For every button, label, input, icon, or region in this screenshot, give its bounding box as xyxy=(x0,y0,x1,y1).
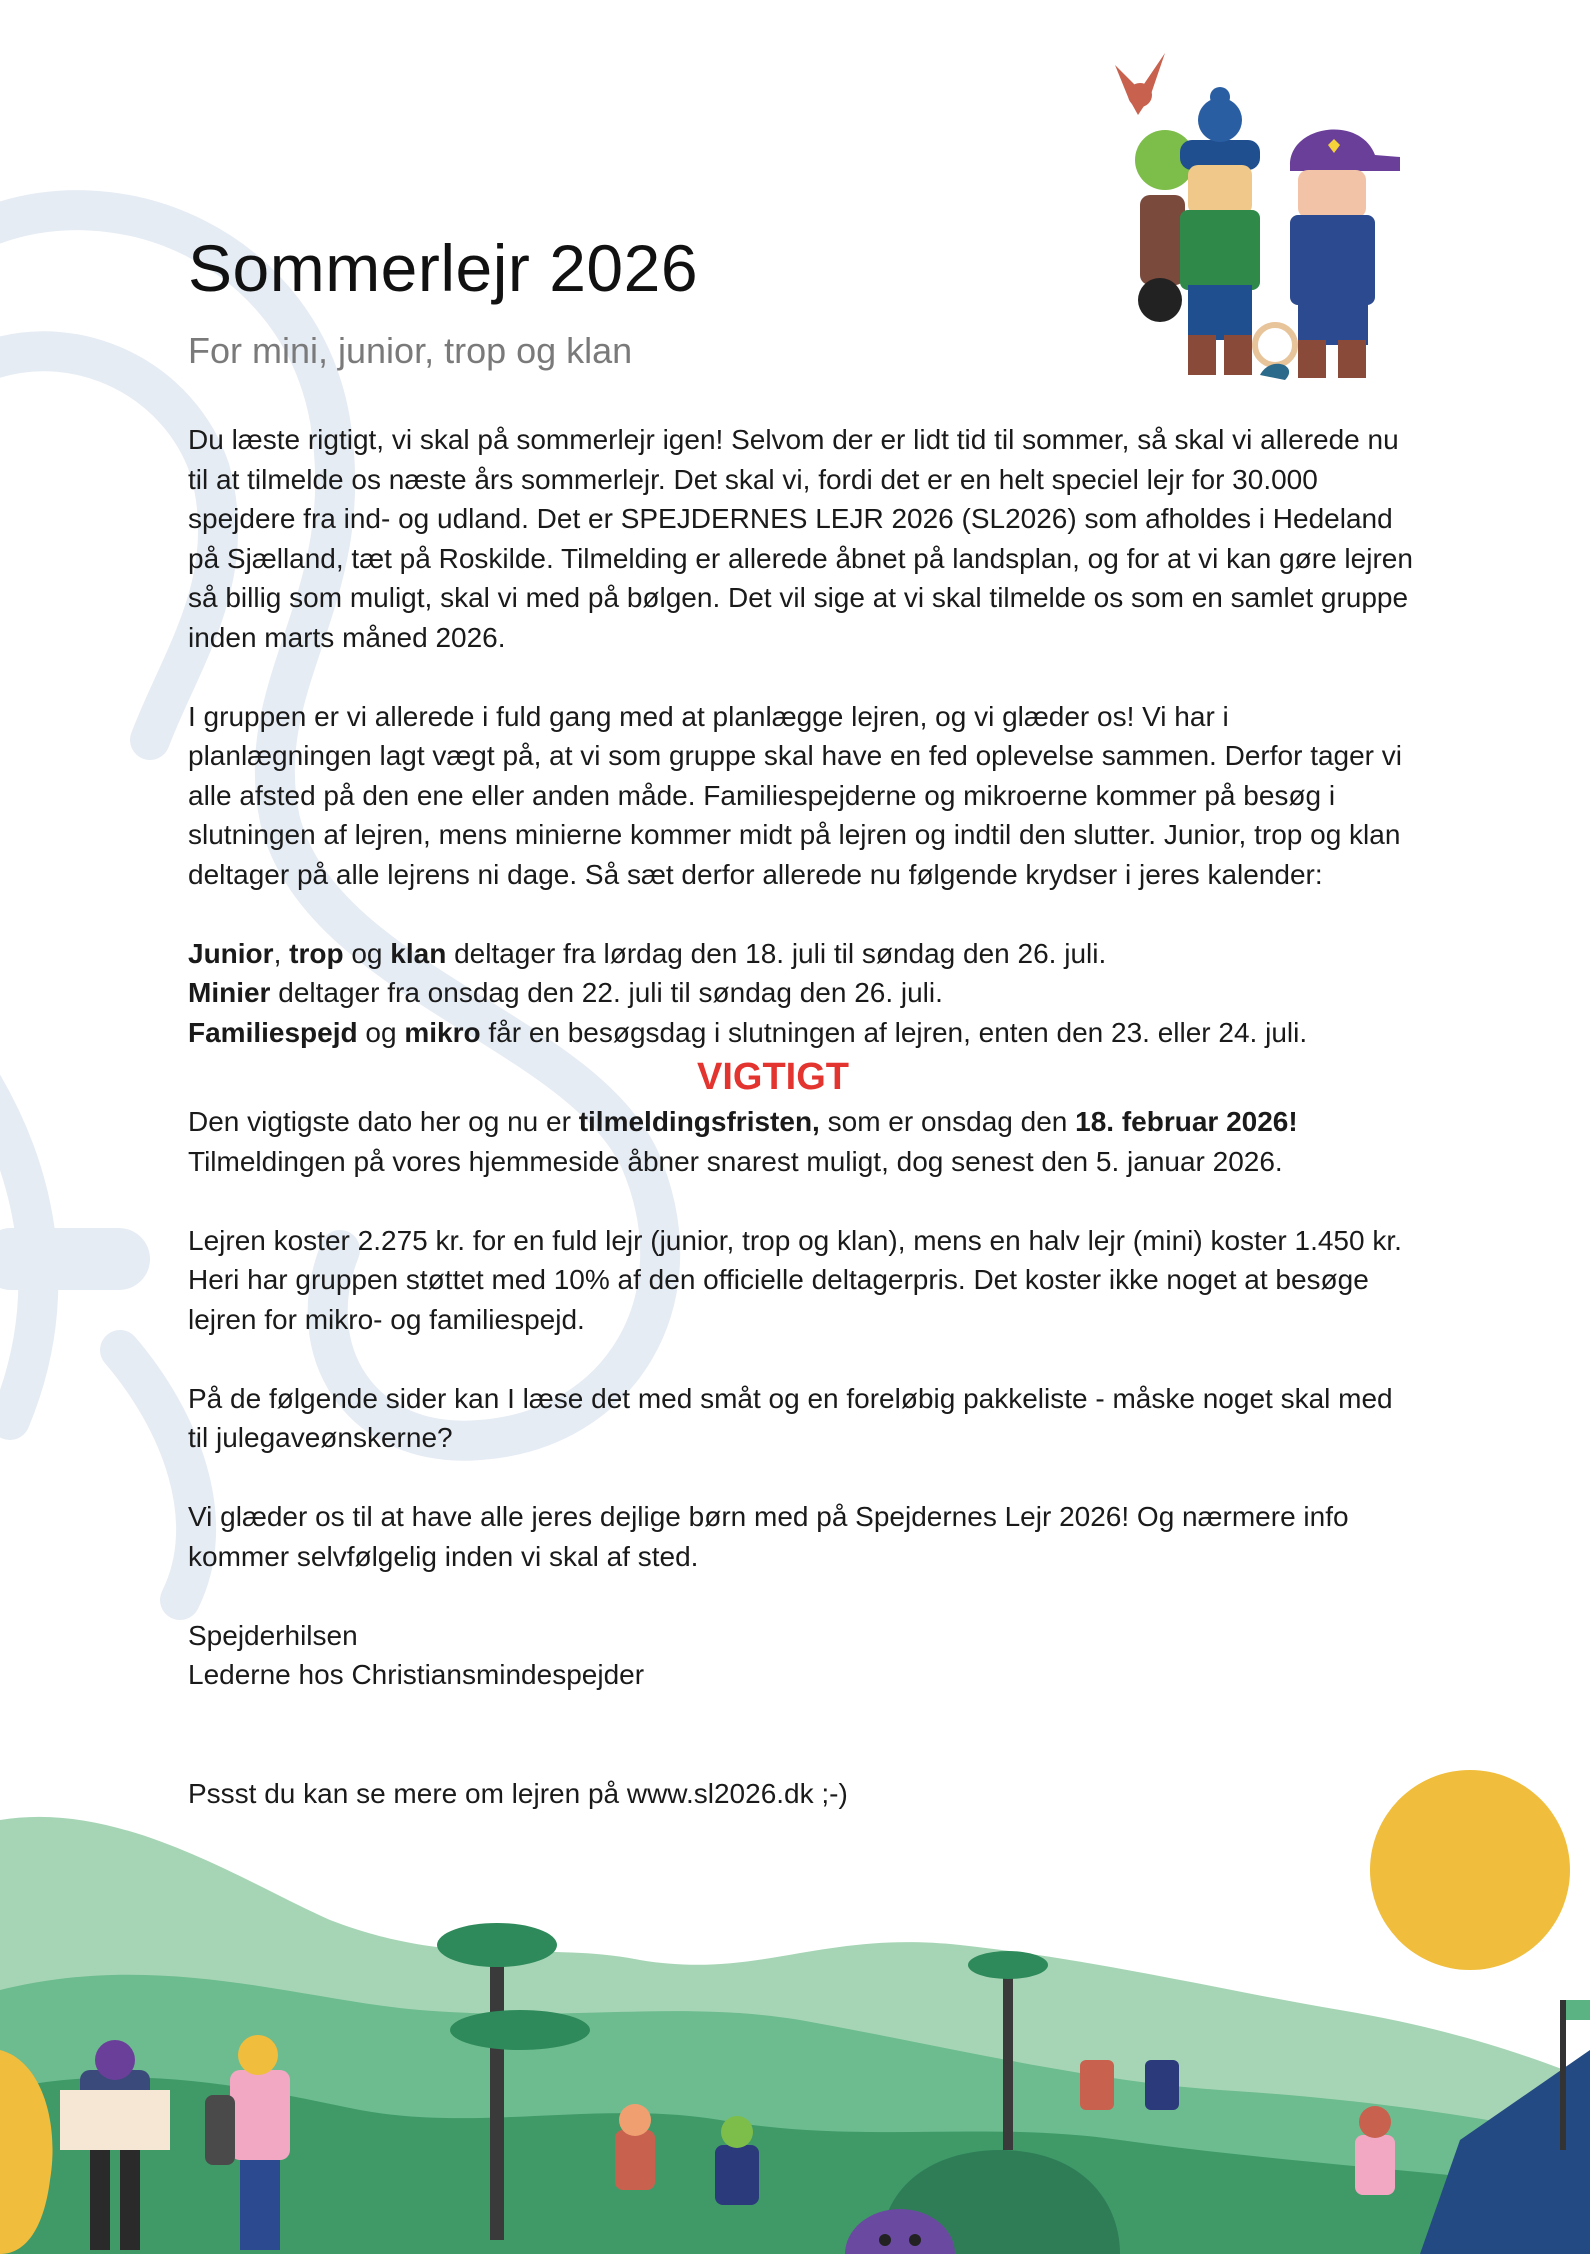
planning-paragraph: I gruppen er vi allerede i fuld gang med at planlægge lejren, og vi glæder os! Vi har i planlægningen lagt vægt på, at vi som gruppe skal have en fed oplevelse sammen. Derfor tager vi alle afsted på den ene eller anden måde. Familiespejderne og mikroerne kommer på besøg i slutningen af lejren, mens minierne kommer midt på lejren og indtil den slutter. Junior, trop og klan deltager på alle lejrens ni dage. Så sæt derfor allerede nu følgende krydser i jeres kalender: xyxy=(188,700,1403,890)
closing-paragraph: Vi glæder os til at have alle jeres dejlige børn med på Spejdernes Lejr 2026! Og nærmere info kommer selvfølgelig inden vi skal af sted. xyxy=(188,1501,1349,1572)
schedule-minier: Minier deltager fra onsdag den 22. juli til søndag den 26. juli. xyxy=(188,977,943,1008)
intro-paragraph: Du læste rigtigt, vi skal på sommerlejr igen! Selvom der er lidt tid til sommer, så skal vi allerede nu til at tilmelde os næste års sommerlejr. Det skal vi, fordi det er en helt speciel lejr for 30.000 spejdere fra ind- og udland. Det er SPEJDERNES LEJR 2026 (SL2026) som afholdes i Hedeland på Sjælland, tæt på Roskilde. Tilmelding er allerede åbnet på landsplan, og for at vi kan gøre lejren så billig som muligt, skal vi med på bølgen. Det vil sige at vi skal tilmelde os som en samlet gruppe inden marts måned 2026. xyxy=(188,424,1413,653)
page-subtitle: For mini, junior, trop og klan xyxy=(188,330,633,371)
important-heading: VIGTIGT xyxy=(697,1056,849,1098)
page-title: Sommerlejr 2026 xyxy=(188,231,699,305)
bird-icon xyxy=(1115,53,1165,115)
letter-body xyxy=(188,420,1418,1813)
postscript: Pssst du kan se mere om lejren på www.sl2026.dk ;-) xyxy=(188,1777,848,1809)
deadline-line: Den vigtigste dato her og nu er tilmeldingsfristen, som er onsdag den 18. februar 2026! xyxy=(188,1106,1298,1137)
scout-characters-illustration xyxy=(1110,45,1410,395)
signature-greeting: Spejderhilsen xyxy=(188,1619,358,1651)
price-paragraph: Lejren koster 2.275 kr. for en fuld lejr (junior, trop og klan), mens en halv lejr (mini) koster 1.450 kr. Heri har gruppen støttet med 10% af den officielle deltagerpris. Det koster ikke noget at besøge lejren for mikro- og familiespejd. xyxy=(188,1224,1402,1335)
schedule-junior-trop-klan: Junior, trop og klan deltager fra lørdag den 18. juli til søndag den 26. juli. xyxy=(188,937,1107,969)
registration-opening: Tilmeldingen på vores hjemmeside åbner snarest muligt, dog senest den 5. januar 2026. xyxy=(188,1145,1283,1177)
schedule-familiespejd-mikro: Familiespejd og mikro får en besøgsdag i slutningen af lejren, enten den 23. eller 24. juli. xyxy=(188,1016,1308,1048)
landscape-illustration xyxy=(0,1760,1590,2254)
packing-paragraph: På de følgende sider kan I læse det med småt og en foreløbig pakkeliste - måske noget skal med til julegaveønskerne? xyxy=(188,1382,1393,1453)
signature-from: Lederne hos Christiansmindespejder xyxy=(188,1659,645,1690)
